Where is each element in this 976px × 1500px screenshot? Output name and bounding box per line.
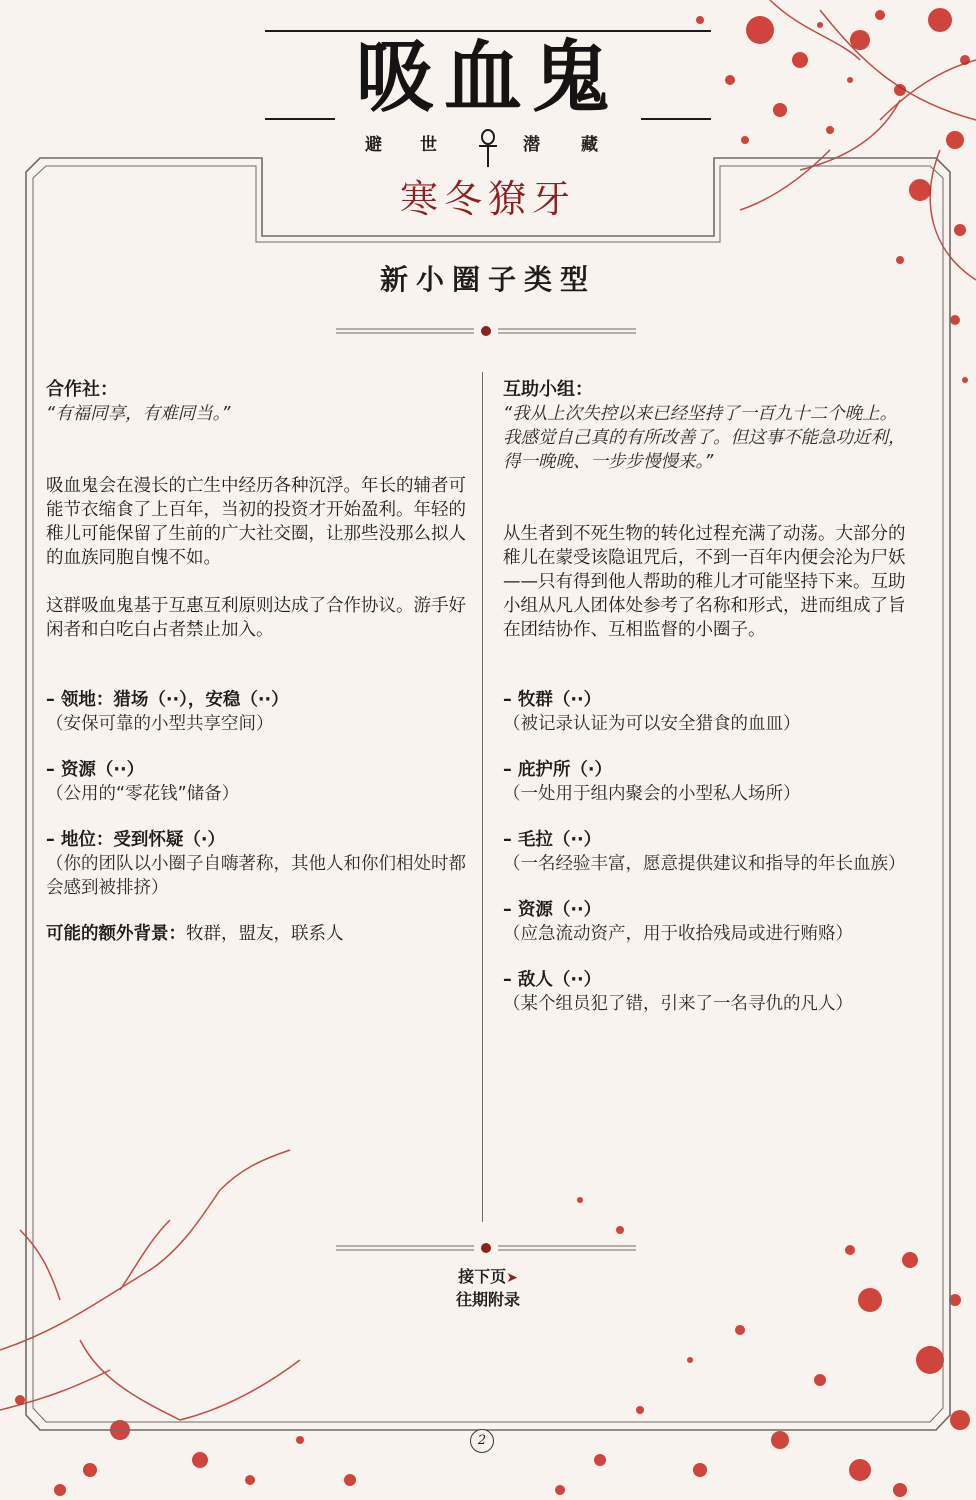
tagline bbox=[355, 130, 621, 158]
section-title: 新小圈子类型 bbox=[379, 263, 596, 296]
left-column-title: 合作社： bbox=[46, 379, 118, 400]
feature-name: – 地位：受到怀疑（·） bbox=[46, 830, 225, 850]
right-feature bbox=[503, 898, 913, 946]
right-feature bbox=[503, 968, 913, 1016]
column-divider bbox=[482, 372, 483, 1222]
header-rule-left bbox=[265, 118, 335, 120]
page-subtitle: 寒冬獠牙 bbox=[399, 177, 576, 221]
tagline-char-1: 避 bbox=[365, 135, 382, 155]
feature-desc: （公用的“零花钱”储备） bbox=[46, 784, 240, 804]
feature-name: – 资源（··） bbox=[46, 760, 145, 780]
feature-name: – 牧群（··） bbox=[503, 690, 602, 710]
left-feature bbox=[46, 828, 466, 900]
footer-divider bbox=[336, 1242, 636, 1254]
left-paragraph-1: 吸血鬼会在漫长的亡生中经历各种沉浮。年长的辅者可能节衣缩食了上百年，当初的投资才开始盈利。年轻的稚儿可能保留了生前的广大社交圈，让那些没那么拟人的血族同胞自愧不如。 bbox=[46, 476, 466, 568]
page-logo-title: 吸血鬼 bbox=[355, 32, 620, 123]
right-column bbox=[503, 378, 913, 1038]
left-paragraph-2: 这群吸血鬼基于互惠互利原则达成了合作协议。游手好闲者和白吃白占者禁止加入。 bbox=[46, 596, 466, 640]
feature-desc: （安保可靠的小型共享空间） bbox=[46, 714, 274, 734]
feature-name: – 敌人（··） bbox=[503, 970, 602, 990]
feature-desc: （应急流动资产，用于收拾残局或进行贿赂） bbox=[503, 924, 853, 944]
extra-backgrounds-label: 可能的额外背景： bbox=[46, 924, 186, 944]
section-divider bbox=[336, 325, 636, 337]
feature-name: – 资源（··） bbox=[503, 900, 602, 920]
feature-name: – 毛拉（··） bbox=[503, 830, 602, 850]
arrow-right-icon: ➤ bbox=[506, 1270, 518, 1286]
page-number: 2 bbox=[470, 1429, 494, 1453]
next-page-label[interactable]: 接下页 bbox=[458, 1267, 507, 1286]
tagline-char-2: 世 bbox=[420, 135, 437, 155]
feature-desc: （被记录认证为可以安全猎食的血皿） bbox=[503, 714, 801, 734]
extra-backgrounds-value: 牧群，盟友，联系人 bbox=[186, 924, 344, 944]
extra-backgrounds bbox=[46, 922, 466, 946]
left-feature bbox=[46, 758, 466, 806]
right-column-quote: “我从上次失控以来已经坚持了一百九十二个晚上。我感觉自己真的有所改善了。但这事不能急功近利，得一晚晚、一步步慢慢来。” bbox=[503, 404, 906, 472]
feature-name: – 庇护所（·） bbox=[503, 760, 612, 780]
ankh-icon bbox=[475, 128, 501, 168]
tagline-char-4: 藏 bbox=[581, 135, 598, 155]
left-feature bbox=[46, 688, 466, 736]
feature-desc: （你的团队以小圈子自嗨著称，其他人和你们相处时都会感到被排挤） bbox=[46, 854, 466, 898]
feature-desc: （一处用于组内聚会的小型私人场所） bbox=[503, 784, 801, 804]
feature-desc: （一名经验丰富，愿意提供建议和指导的年长血族） bbox=[503, 854, 906, 874]
right-feature bbox=[503, 688, 913, 736]
right-paragraph-1: 从生者到不死生物的转化过程充满了动荡。大部分的稚儿在蒙受该隐诅咒后，不到一百年内便会沦为尸妖——只有得到他人帮助的稚儿才可能坚持下来。互助小组从凡人团体处参考了名称和形式，进而组成了旨在团结协作、互相监督的小圈子。 bbox=[503, 524, 906, 640]
left-column-quote: “有福同享，有难同当。” bbox=[46, 404, 231, 424]
feature-name: – 领地：猎场（··），安稳（··） bbox=[46, 690, 289, 710]
right-feature bbox=[503, 828, 913, 876]
next-page-link[interactable] bbox=[0, 1266, 976, 1311]
right-column-title: 互助小组： bbox=[503, 379, 593, 400]
header-rule-right bbox=[641, 118, 711, 120]
right-feature bbox=[503, 758, 913, 806]
next-page-target[interactable]: 往期附录 bbox=[455, 1290, 520, 1309]
feature-desc: （某个组员犯了错，引来了一名寻仇的凡人） bbox=[503, 994, 853, 1014]
left-column bbox=[46, 378, 466, 946]
tagline-char-3: 潜 bbox=[523, 135, 540, 155]
